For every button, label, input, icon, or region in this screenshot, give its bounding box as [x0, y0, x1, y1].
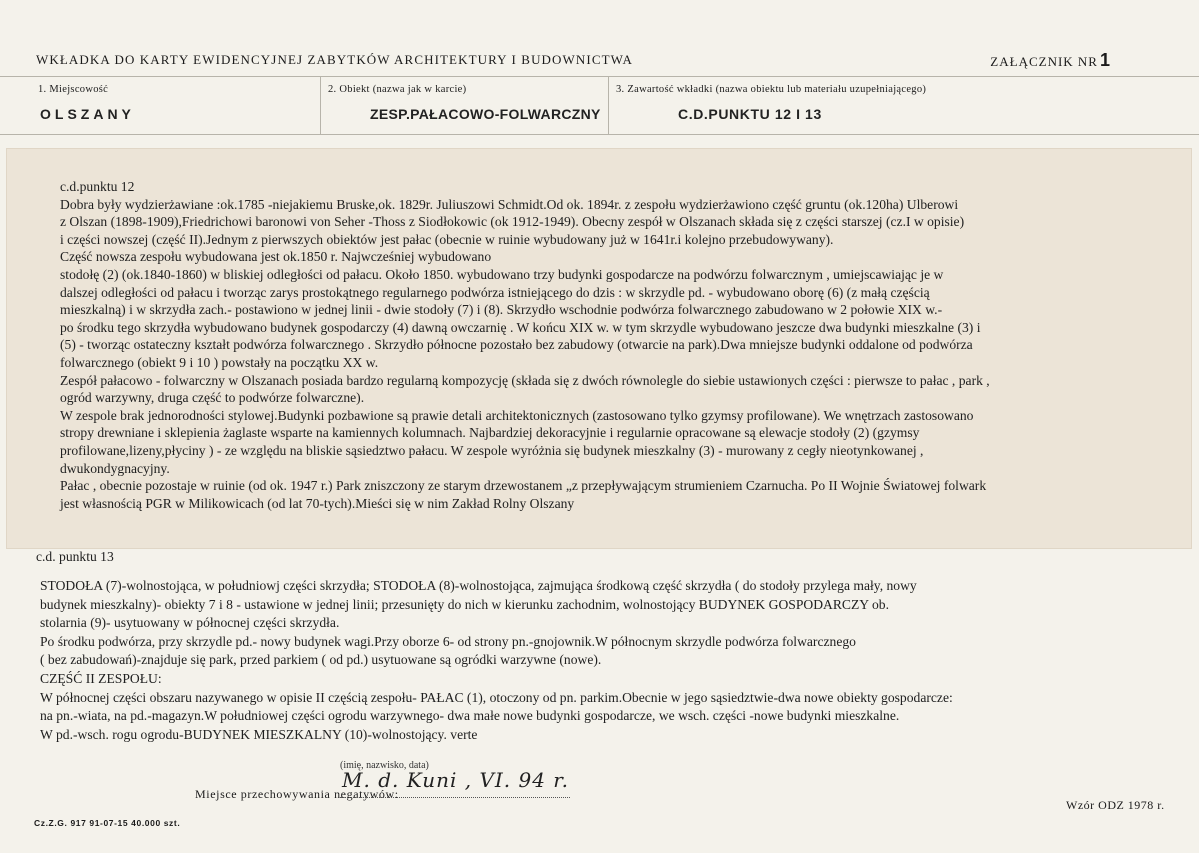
section-13-heading: c.d. punktu 13	[36, 549, 114, 564]
text-line: W zespole brak jednorodności stylowej.Budynki pozbawione są prawie detali architektonicznych (zastosowano tylko gzymsy profilowane). We wnętrzach zastosowano	[60, 407, 974, 423]
text-line: stodołę (2) (ok.1840-1860) w bliskiej odległości od pałacu. Około 1850. wybudowano trzy budynki gospodarcze na podwórzu folwarcznym , umiejscawiając je w	[60, 266, 944, 282]
text-line: STODOŁA (7)-wolnostojąca, w południowj części skrzydła; STODOŁA (8)-wolnostojąca, zajmująca środkową część skrzydła ( do stodoły przylega mały, nowy	[40, 578, 917, 593]
text-line: ogród warzywny, druga część to podwórze folwarczne).	[60, 390, 365, 406]
annex-number: 1	[1099, 50, 1111, 70]
text-line: Zespół pałacowo - folwarczny w Olszanach posiada bardzo regularną kompozycję (składa się z dwóch równolegle do siebie ustawionych części : pierwsze to pałac , park ,	[60, 372, 990, 388]
text-line: Po środku podwórza, przy skrzydle pd.- nowy budynek wagi.Przy oborze 6- od strony pn.-gnojownik.W północnym skrzydle podwórza folwarcznego	[40, 633, 856, 649]
text-line: budynek mieszkalny)- obiekty 7 i 8 - ustawione w jednej linii; przesunięty do nich w kierunku zachodnim, wolnostojący BUDYNEK GOSPODARCZY ob.	[40, 596, 889, 612]
text-line: Pałac , obecnie pozostaje w ruinie (od ok. 1947 r.) Park zniszczony ze starym drzewostanem „z przepływającym strumieniem Czarnucha. Po II Wojnie Światowej folwark	[60, 478, 987, 494]
text-line: folwarcznego (obiekt 9 i 10 ) powstały na początku XX w.	[60, 354, 379, 370]
handwritten-signature: M. d. Kuni , VI. 94 r.	[342, 768, 570, 792]
field-divider-1	[320, 76, 321, 134]
text-line: (5) - tworząc ostateczny kształt podwórza folwarcznego . Skrzydło północne pozostało bez zabudowy (otwarcie na park).Dwa mniejsze budynki oddalone od podwórza	[60, 337, 973, 353]
annex-text: ZAŁĄCZNIK NR	[990, 54, 1098, 69]
negatives-label: Miejsce przechowywania negatywów:	[195, 787, 399, 801]
object-label: 2. Obiekt (nazwa jak w karcie)	[328, 84, 467, 95]
template-version: Wzór ODZ 1978 r.	[1066, 798, 1165, 812]
content-label: 3. Zawartość wkładki (nazwa obiektu lub materiału uzupełniającego)	[616, 84, 927, 95]
text-line: dwukondygnacyjny.	[60, 460, 170, 476]
content-value: C.D.PUNKTU 12 I 13	[678, 106, 822, 122]
text-line: c.d.punktu 12	[60, 179, 135, 194]
object-value: ZESP.PAŁACOWO-FOLWARCZNY	[370, 106, 601, 122]
form-title: WKŁADKA DO KARTY EWIDENCYJNEJ ZABYTKÓW ARCHITEKTURY I BUDOWNICTWA	[36, 52, 634, 67]
text-line: Część nowsza zespołu wybudowana jest ok.1850 r. Najwcześniej wybudowano	[60, 249, 492, 265]
negatives-dotted-line	[340, 797, 570, 798]
text-line: i części nowszej (część II).Jednym z pierwszych obiektów jest pałac (obecnie w ruinie wybudowany już w 1641r.i kolejno przebudowywany).	[60, 231, 834, 247]
text-line: mieszkalną) i w skrzydła zach.- postawiono w jednej linii - dwie stodoły (7) i (8). Skrzydło wschodnie podwórza folwarcznego zabudowano w 2 połowie XIX w.-	[60, 302, 943, 318]
text-line: stropy drewniane i sklepienia żaglaste wsparte na kamiennych kolumnach. Najbardziej dekoracyjnie i regularnie opracowane są elewacje stodoły (2) (gzymsy	[60, 425, 920, 441]
text-line: na pn.-wiata, na pd.-magazyn.W południowej części ogrodu warzywnego- dwa małe nowe budynki gospodarcze, we wsch. części -nowe budynki mieszkalne.	[40, 708, 900, 724]
text-line: Dobra były wydzierżawiane :ok.1785 -niejakiemu Bruske,ok. 1829r. Juliuszowi Schmidt.Od ok. 1894r. z zespołu wydzierżawiono część gruntu (ok.120ha) Ulberowi	[60, 196, 959, 212]
text-line: z Olszan (1898-1909),Friedrichowi baronowi von Seher -Thoss z Siodłokowic (ok 1912-1949). Obecny zespół w Olszanach składa się z części starszej (cz.I w opisie)	[60, 214, 965, 230]
field-divider-2	[608, 76, 609, 134]
annex-label	[990, 50, 1111, 71]
text-line: W północnej części obszaru nazywanego w opisie II częścią zespołu- PAŁAC (1), otoczony od pn. parkim.Obecnie w jego sąsiedztwie-dwa nowe obiekty gospodarcze:	[40, 689, 953, 705]
print-info: Cz.Z.G. 917 91-07-15 40.000 szt.	[34, 818, 181, 828]
text-line: jest własnością PGR w Milikowicach (od lat 70-tych).Mieści się w nim Zakład Rolny Olszany	[60, 495, 575, 511]
section-12-text	[60, 178, 990, 512]
locality-value: OLSZANY	[40, 106, 135, 122]
text-line: ( bez zabudowań)-znajduje się park, przed parkiem ( od pd.) usytuowane są ogródki warzywne (nowe).	[40, 652, 602, 668]
text-line: dalszej odległości od pałacu i tworząc zarys prostokątnego regularnego podwórza istniejącego do dzis : w skrzydle pd. - wybudowano oborę (6) (z małą częścią	[60, 284, 930, 300]
text-line: profilowane,lizeny,płyciny ) - ze względu na bliskie sąsiedztwo pałacu. W zespole wyróżnia się budynek mieszkalny (3) - murowany z cegły nieotynkowanej ,	[60, 442, 924, 458]
signature-caption: (imię, nazwisko, data)	[340, 760, 429, 771]
text-line: stolarnia (9)- usytuowany w północnej części skrzydła.	[40, 615, 340, 631]
text-line: po środku tego skrzydła wybudowano budynek gospodarczy (4) dawną owczarnię . W końcu XIX w. w tym skrzydle wybudowano jeszcze dwa budynki mieszkalne (3) i	[60, 319, 981, 335]
header-divider	[0, 76, 1199, 77]
text-line: CZĘŚĆ II ZESPOŁU:	[40, 670, 162, 686]
section-13-text	[40, 577, 953, 744]
fields-divider	[0, 134, 1199, 135]
text-line: W pd.-wsch. rogu ogrodu-BUDYNEK MIESZKALNY (10)-wolnostojący. verte	[40, 726, 478, 742]
locality-label: 1. Miejscowość	[38, 84, 109, 95]
